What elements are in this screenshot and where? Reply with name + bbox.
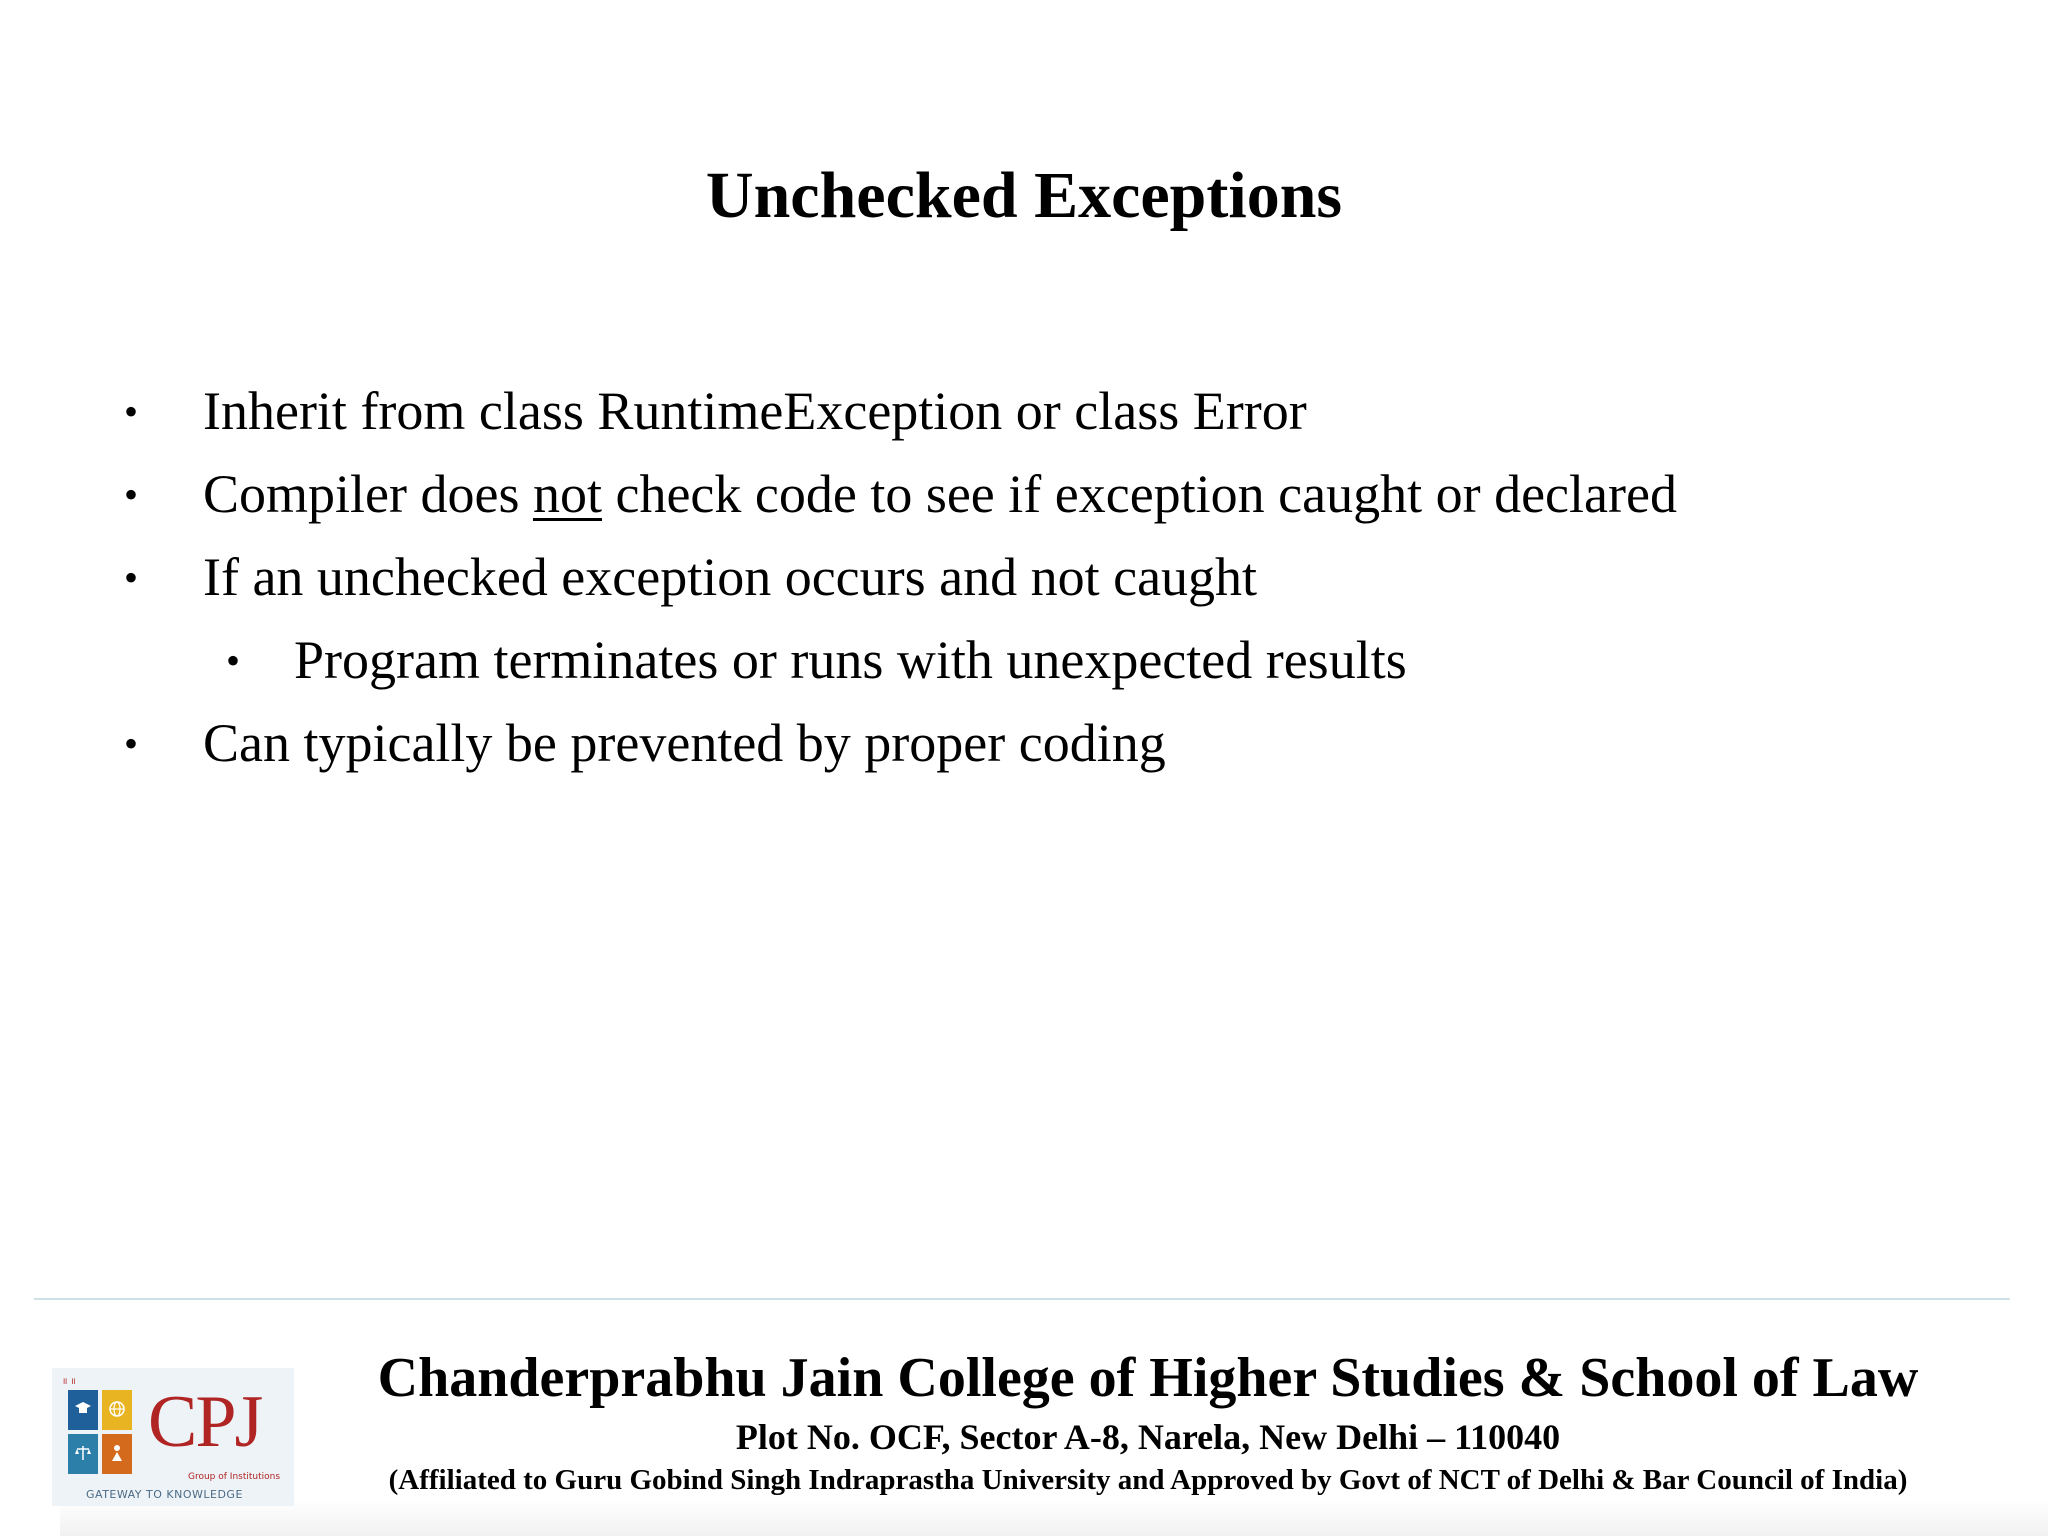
- footer-divider: [34, 1298, 2010, 1300]
- person-icon: [108, 1444, 126, 1462]
- bullet-text: [203, 453, 1677, 536]
- logo-motto: GATEWAY TO KNOWLEDGE: [86, 1488, 243, 1501]
- logo-emblem-icon: [68, 1390, 132, 1474]
- bullet-text: Program terminates or runs with unexpected results: [294, 630, 1407, 690]
- slide-title: Unchecked Exceptions: [705, 159, 1343, 232]
- college-address: Plot No. OCF, Sector A-8, Narela, New Delhi – 110040: [735, 1417, 1561, 1457]
- footer-band: [60, 1500, 2048, 1536]
- bullet-item: [0, 370, 2048, 453]
- bullet-text-emphasis: not: [532, 464, 602, 524]
- graduation-cap-icon: [74, 1400, 92, 1418]
- college-affiliation: (Affiliated to Guru Gobind Singh Indraprastha University and Approved by Govt of NCT of Delhi & Bar Council of India): [388, 1464, 1908, 1496]
- bullet-text: Can typically be prevented by proper coding: [203, 713, 1166, 773]
- college-name: Chanderprabhu Jain College of Higher Studies & School of Law: [377, 1347, 1919, 1409]
- globe-icon: [108, 1400, 126, 1418]
- logo-letters: CPJ: [148, 1381, 262, 1463]
- bullet-marker: •: [124, 389, 139, 434]
- bullet-text-pre: Compiler does: [203, 464, 533, 524]
- logo-subtitle: Group of Institutions: [188, 1472, 281, 1482]
- bullet-item: [0, 702, 2048, 785]
- college-logo: [52, 1368, 294, 1506]
- bullet-marker: •: [226, 638, 241, 683]
- bullet-text: If an unchecked exception occurs and not caught: [203, 547, 1258, 607]
- bullet-marker: •: [124, 472, 139, 517]
- bullet-text: Inherit from class RuntimeException or class Error: [203, 381, 1307, 441]
- bullet-list: [0, 370, 2048, 785]
- bullet-text-post: check code to see if exception caught or declared: [601, 464, 1677, 524]
- bullet-marker: •: [124, 555, 139, 600]
- sub-bullet-item: [0, 619, 2048, 702]
- scales-icon: [74, 1444, 92, 1462]
- logo-tagline-icon: ॥ ॥: [62, 1377, 76, 1387]
- bullet-item: [0, 536, 2048, 619]
- bullet-marker: •: [124, 721, 139, 766]
- bullet-item: [0, 453, 2048, 536]
